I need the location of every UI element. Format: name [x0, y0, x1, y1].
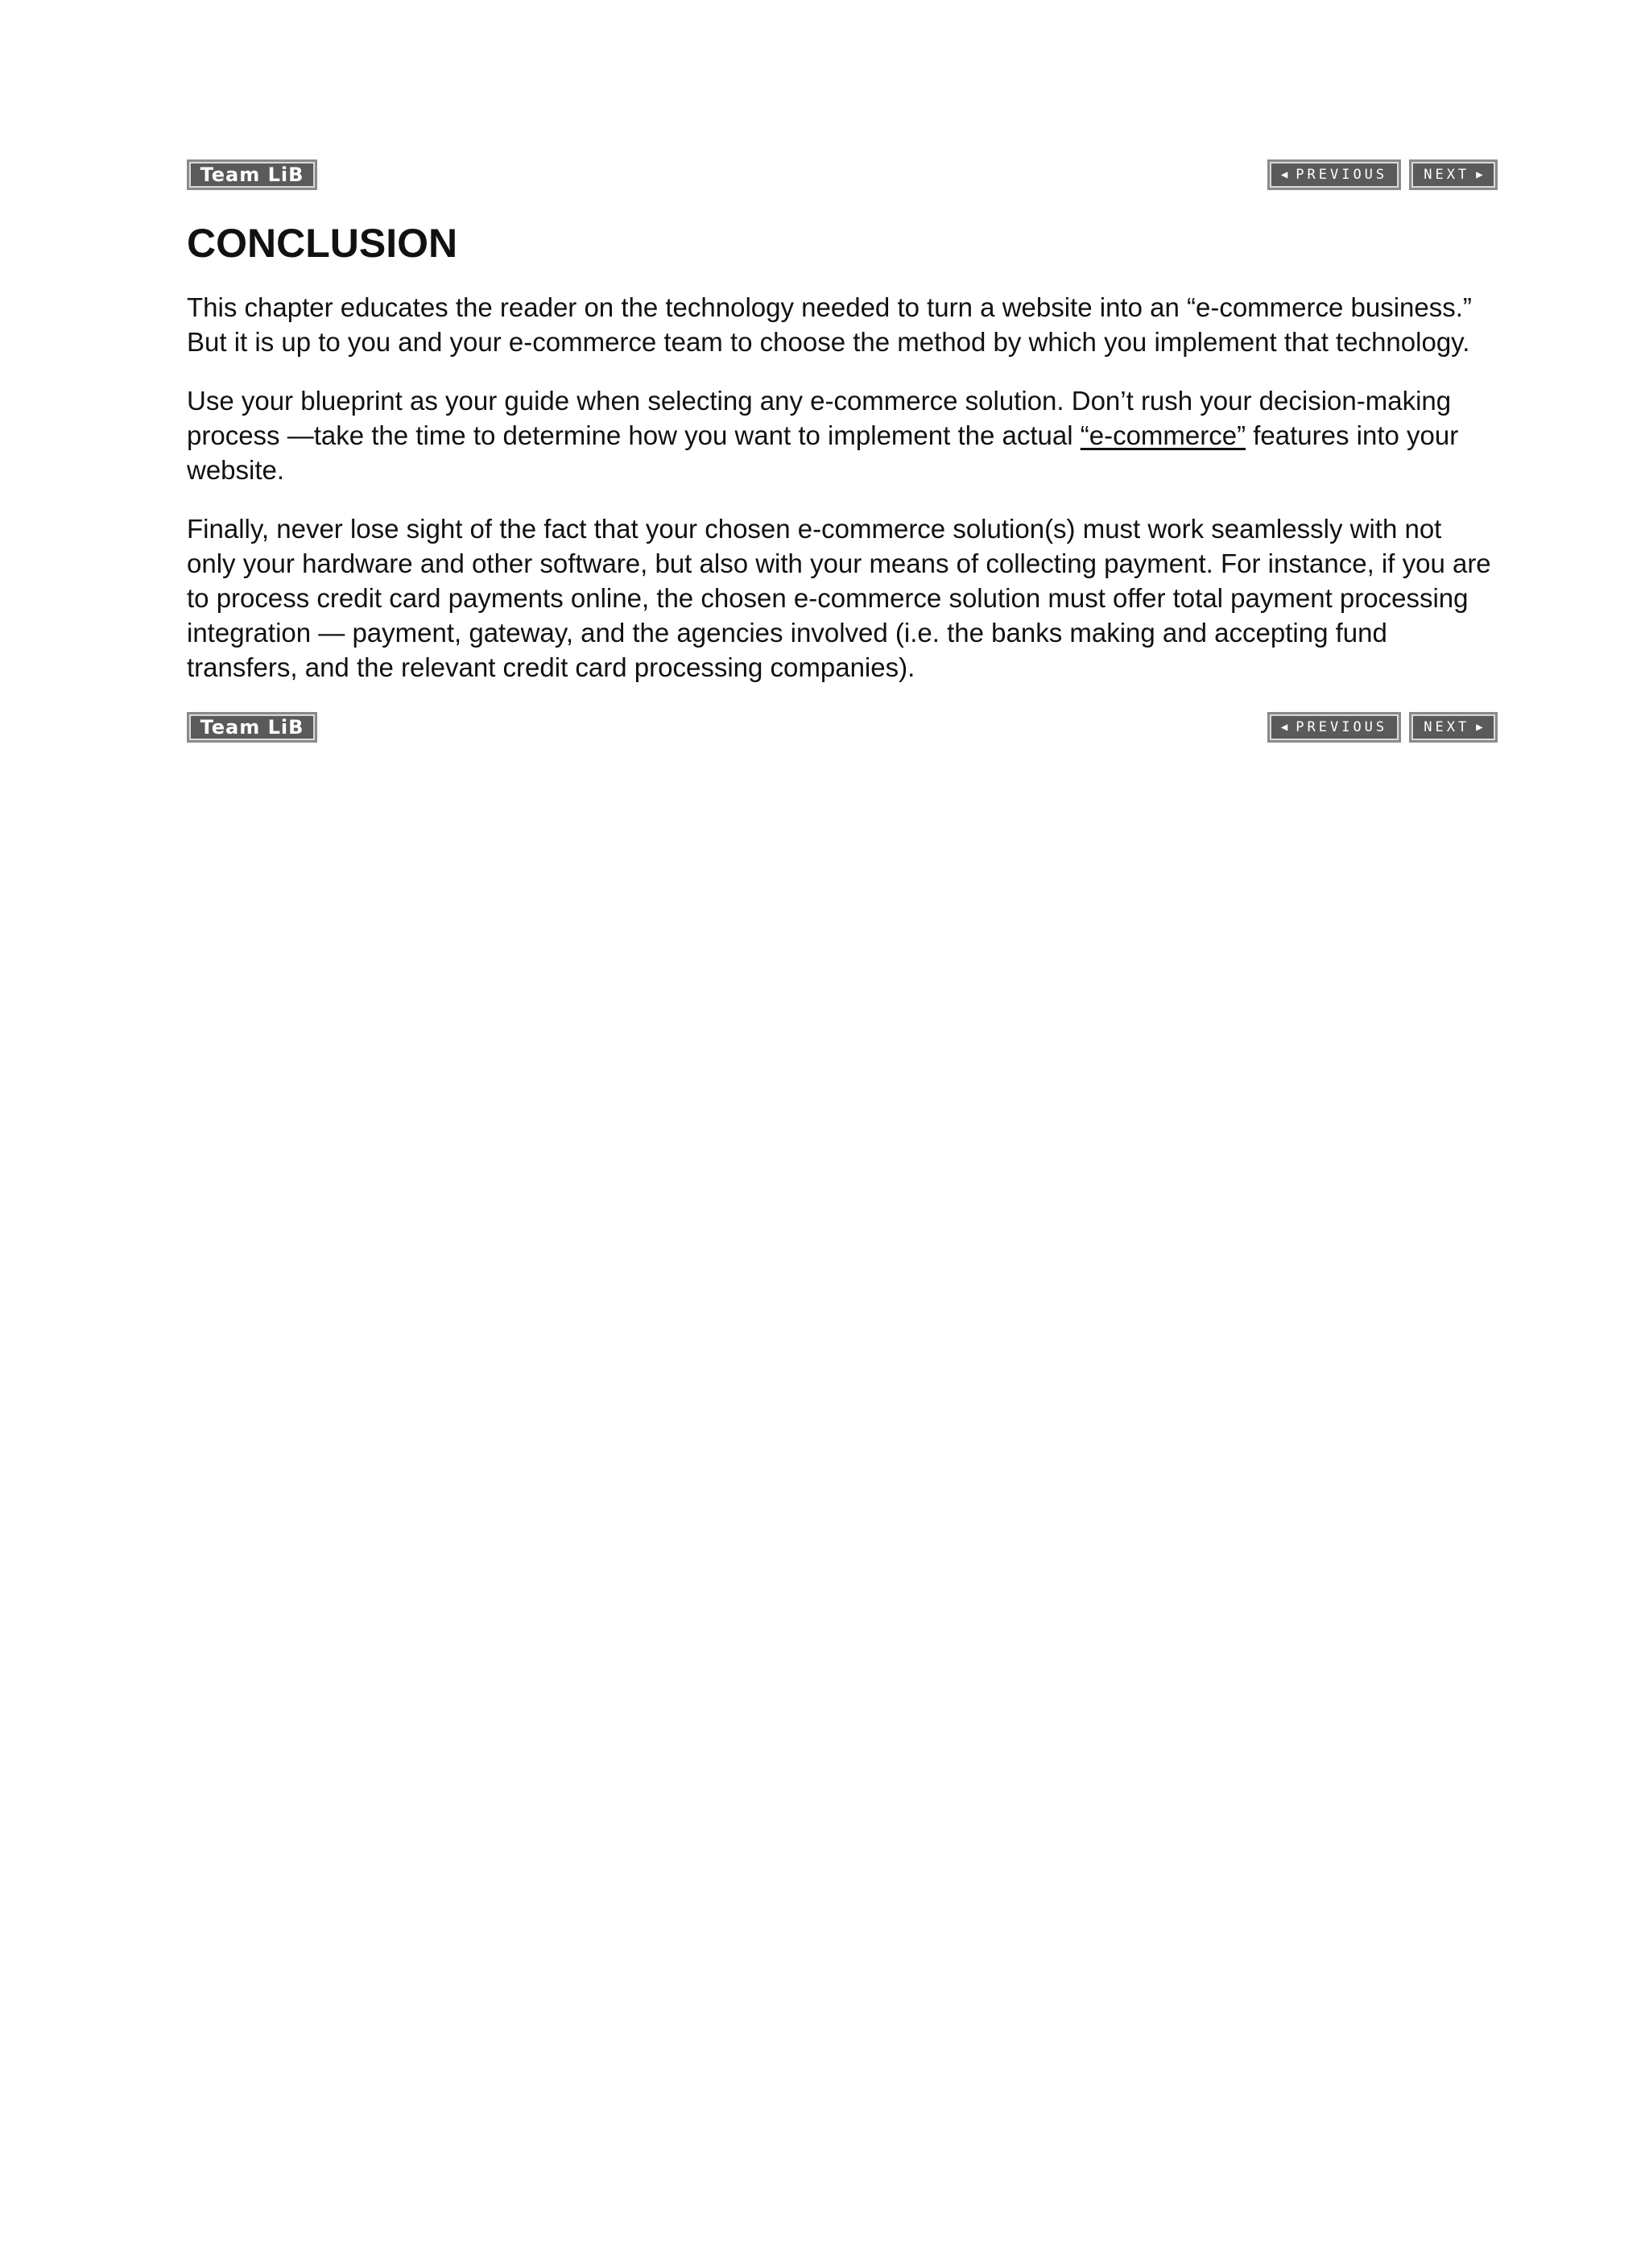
paragraph-2: [187, 383, 1498, 487]
triangle-left-icon: ◀: [1280, 721, 1288, 734]
top-nav-buttons: [1267, 159, 1498, 190]
paragraph-2-text-before: Use your blueprint as your guide when selecting any e-commerce solution. Don’t rush your decision-making process —take the time to determine how you want to implement the actual: [187, 386, 1452, 450]
next-button[interactable]: [1409, 712, 1498, 743]
next-label: NEXT: [1424, 719, 1470, 735]
e-commerce-link[interactable]: “e-commerce”: [1080, 420, 1246, 450]
team-lib-logo[interactable]: Team LiB: [187, 159, 317, 190]
next-label: NEXT: [1424, 167, 1470, 183]
previous-button[interactable]: [1267, 159, 1401, 190]
paragraph-1: This chapter educates the reader on the technology needed to turn a website into an “e-commerce business.” But it is up to you and your e-commerce team to choose the method by which you implement that technology.: [187, 292, 1472, 357]
triangle-right-icon: ▶: [1476, 168, 1483, 181]
triangle-left-icon: ◀: [1280, 168, 1288, 181]
page-title: CONCLUSION: [187, 221, 458, 266]
paragraph-2-text-after: features into your website.: [187, 420, 1459, 485]
team-lib-logo[interactable]: Team LiB: [187, 712, 317, 743]
document-page: [187, 159, 1498, 746]
triangle-right-icon: ▶: [1476, 721, 1483, 734]
top-navbar: [187, 159, 1498, 193]
bottom-navbar: [187, 712, 1498, 746]
previous-label: PREVIOUS: [1296, 167, 1388, 183]
previous-label: PREVIOUS: [1296, 719, 1388, 735]
next-button[interactable]: [1409, 159, 1498, 190]
paragraph-3: Finally, never lose sight of the fact that your chosen e-commerce solution(s) must work seamlessly with not only your hardware and other software, but also with your means of collecting payment. For instance, if you are to process credit card payments online, the chosen e-commerce solution must offer total payment processing integration — payment, gateway, and the agencies involved (i.e. the banks making and accepting fund transfers, and the relevant credit card processing companies).: [187, 514, 1491, 682]
previous-button[interactable]: [1267, 712, 1401, 743]
bottom-nav-buttons: [1267, 712, 1498, 743]
